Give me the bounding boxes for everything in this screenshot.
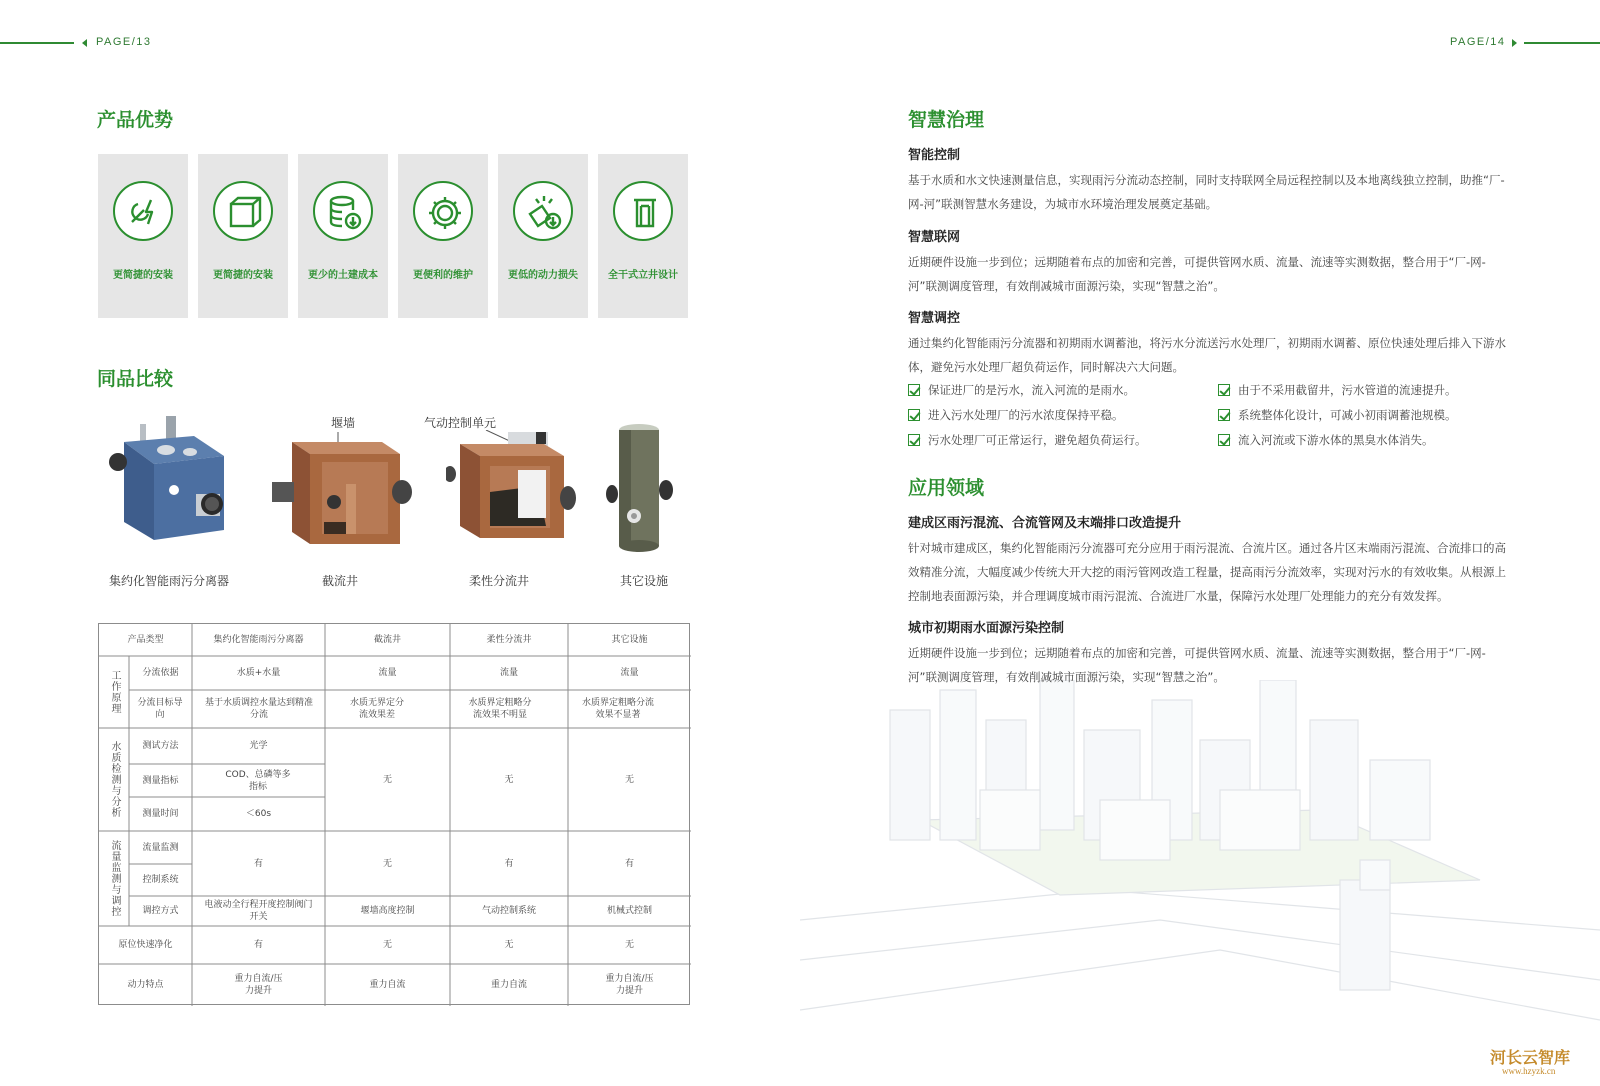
page-number-left: PAGE/13	[96, 36, 152, 48]
governance-title: 智慧治理	[908, 109, 985, 131]
energy-box-icon	[524, 192, 566, 234]
table-cell: 流量	[499, 668, 518, 678]
advantage-card	[198, 154, 288, 318]
table-row-label: 测量时间	[142, 809, 179, 819]
table-row-label: 测量指标	[142, 775, 179, 786]
table-cell: 水质界定粗略分流效果不显著	[582, 698, 655, 720]
product-label: 截流井	[321, 574, 358, 588]
table-cell: 有	[253, 940, 263, 950]
table-header-cell: 柔性分流井	[486, 635, 532, 645]
table-header-cell: 集约化智能雨污分离器	[213, 635, 304, 645]
advantage-label: 更便利的维护	[413, 270, 473, 281]
table-row-label: 动力特点	[127, 980, 164, 990]
table-cell: 流量	[620, 668, 639, 678]
comparison-title: 同品比较	[97, 368, 174, 390]
table-cell: ＜60s	[245, 809, 272, 819]
advantage-card	[498, 154, 588, 318]
box-frame-icon	[224, 192, 266, 234]
table-group-label: 水质检测与分析	[109, 741, 120, 818]
gear-icon	[424, 192, 466, 234]
table-cell: 无	[382, 774, 392, 785]
database-download-icon	[324, 192, 366, 234]
section-text: 针对城市建成区，集约化智能雨污分流器可充分应用于雨污混流、合流片区。通过各片区末端雨污混流、合流排口的高效精准分流，大幅度减少传统大开大挖的雨污管网改造工程量，提高雨污分流效率，实现对污水的有效收集。从根源上控制地表面源污染，并合理调度城市雨污混流、合流进厂水量，保障污水处理厂处理能力的充分有效发挥。	[908, 541, 1506, 603]
table-cell: 无	[624, 774, 634, 785]
wrench-bolt-icon	[124, 192, 166, 234]
separator-image	[104, 412, 234, 562]
advantage-label: 更少的土建成本	[308, 270, 378, 281]
table-cell: 有	[504, 858, 514, 869]
table-cell: 有	[253, 858, 263, 869]
advantage-label: 更简捷的安装	[113, 270, 173, 281]
page-number-right: PAGE/14	[1450, 36, 1506, 48]
section-heading: 智慧联网	[908, 230, 961, 245]
checkbox-icon	[908, 434, 920, 446]
table-row-label: 分流目标导向	[137, 698, 183, 720]
city-illustration	[800, 680, 1600, 1040]
table-cell: 基于水质调控水量达到精准分流	[205, 698, 314, 720]
table-cell: COD、总磷等多指标	[225, 769, 291, 792]
checklist-item: 污水处理厂可正常运行，避免超负荷运行。	[908, 432, 1147, 448]
watermark-logo: 河长云智库	[1490, 1048, 1571, 1067]
checklist-item: 系统整体化设计，可减小初雨调蓄池规模。	[1218, 407, 1457, 423]
checkbox-icon	[908, 409, 920, 421]
product-label: 柔性分流井	[468, 574, 529, 588]
table-cell: 机械式控制	[606, 906, 652, 916]
checkbox-icon	[908, 384, 920, 396]
table-row-label: 流量监测	[142, 842, 179, 853]
section-text: 通过集约化智能雨污分流器和初期雨水调蓄池，将污水分流送污水处理厂，初期雨水调蓄、原位快速处理后排入下游水体，避免污水处理厂超负荷运作，同时解决六大问题。	[908, 336, 1506, 374]
section-heading: 智慧调控	[908, 311, 961, 326]
advantage-label: 更低的动力损失	[508, 270, 578, 281]
checklist-item: 流入河流或下游水体的黑臭水体消失。	[1218, 432, 1434, 448]
advantage-card	[98, 154, 188, 318]
header-rule-left	[0, 42, 74, 44]
table-cell: 水质无界定分流效果差	[349, 698, 404, 720]
well-shaft-icon	[624, 192, 666, 234]
checkbox-icon	[1218, 434, 1230, 446]
checkbox-icon	[1218, 384, 1230, 396]
table-group-label: 工作原理	[109, 670, 120, 714]
table-group-label: 流量监测与调控	[109, 840, 120, 917]
watermark-url: www.hzyzk.cn	[1502, 1066, 1556, 1076]
flexible-well-image	[446, 430, 576, 550]
table-cell: 重力自流/压力提升	[234, 974, 283, 996]
table-cell: 无	[382, 858, 392, 869]
section-text: 近期硬件设施一步到位；远期随着布点的加密和完善，可提供管网水质、流量、流速等实测数据，整合用于“厂-网-河”联测调度管理，有效削减城市面源污染，实现“智慧之治”。	[908, 646, 1486, 684]
checklist-item: 由于不采用截留井，污水管道的流速提升。	[1218, 382, 1457, 398]
advantage-label: 全干式立井设计	[608, 270, 678, 281]
table-cell: 气动控制系统	[481, 906, 536, 916]
table-cell: 电液动全行程开度控制阀门开关	[204, 900, 313, 922]
table-cell: 无	[504, 774, 514, 785]
advantage-card	[298, 154, 388, 318]
advantage-card	[598, 154, 688, 318]
callout-pneumatic-unit: 气动控制单元	[424, 416, 497, 430]
table-row-label: 测试方法	[142, 741, 179, 751]
checkbox-icon	[1218, 409, 1230, 421]
arrow-left-icon	[82, 39, 87, 47]
table-row-label: 控制系统	[142, 875, 179, 885]
other-facility-image	[604, 422, 674, 556]
table-cell: 水质界定粗略分流效果不明显	[468, 698, 532, 720]
table-cell: 重力自流/压力提升	[605, 974, 654, 996]
callout-weir: 堰墙	[331, 416, 356, 430]
product-label: 其它设施	[619, 574, 668, 588]
table-row-label: 调控方式	[142, 906, 179, 916]
section-heading: 城市初期雨水面源污染控制	[908, 621, 1065, 636]
table-cell: 有	[624, 858, 634, 869]
section-text: 近期硬件设施一步到位；远期随着布点的加密和完善，可提供管网水质、流量、流速等实测数据，整合用于“厂-网-河”联测调度管理，有效削减城市面源污染，实现“智慧之治”。	[908, 255, 1486, 293]
application-title: 应用领域	[908, 477, 985, 499]
checklist-item: 进入污水处理厂的污水浓度保持平稳。	[908, 407, 1124, 423]
interception-well-image	[272, 432, 412, 552]
advantage-label: 更简捷的安装	[213, 270, 273, 281]
table-header-cell: 产品类型	[127, 635, 164, 645]
table-cell: 重力自流	[369, 980, 406, 990]
table-header-cell: 截流井	[373, 635, 401, 645]
table-row-label: 分流依据	[142, 668, 179, 678]
table-cell: 无	[624, 940, 634, 950]
table-cell: 水质+水量	[236, 668, 281, 678]
advantages-title: 产品优势	[97, 109, 174, 131]
table-cell: 光学	[249, 741, 268, 751]
table-row-label: 原位快速净化	[118, 940, 173, 950]
checklist-item: 保证进厂的是污水，流入河流的是雨水。	[908, 382, 1135, 398]
section-heading: 建成区雨污混流、合流管网及末端排口改造提升	[908, 516, 1182, 531]
advantage-card	[398, 154, 488, 318]
table-cell: 重力自流	[490, 980, 527, 990]
table-header-cell: 其它设施	[611, 635, 648, 645]
comparison-table	[98, 623, 690, 1005]
product-label: 集约化智能雨污分离器	[108, 574, 229, 588]
table-cell: 流量	[378, 668, 397, 678]
section-heading: 智能控制	[908, 148, 961, 163]
table-cell: 堰墙高度控制	[360, 906, 415, 916]
header-rule-right	[1524, 42, 1600, 44]
table-cell: 无	[382, 940, 392, 950]
table-cell: 无	[504, 940, 514, 950]
section-text: 基于水质和水文快速测量信息，实现雨污分流动态控制，同时支持联网全局远程控制以及本地离线独立控制，助推“厂-网-河”联测智慧水务建设，为城市水环境治理发展奠定基础。	[908, 173, 1505, 211]
arrow-right-icon	[1512, 39, 1517, 47]
